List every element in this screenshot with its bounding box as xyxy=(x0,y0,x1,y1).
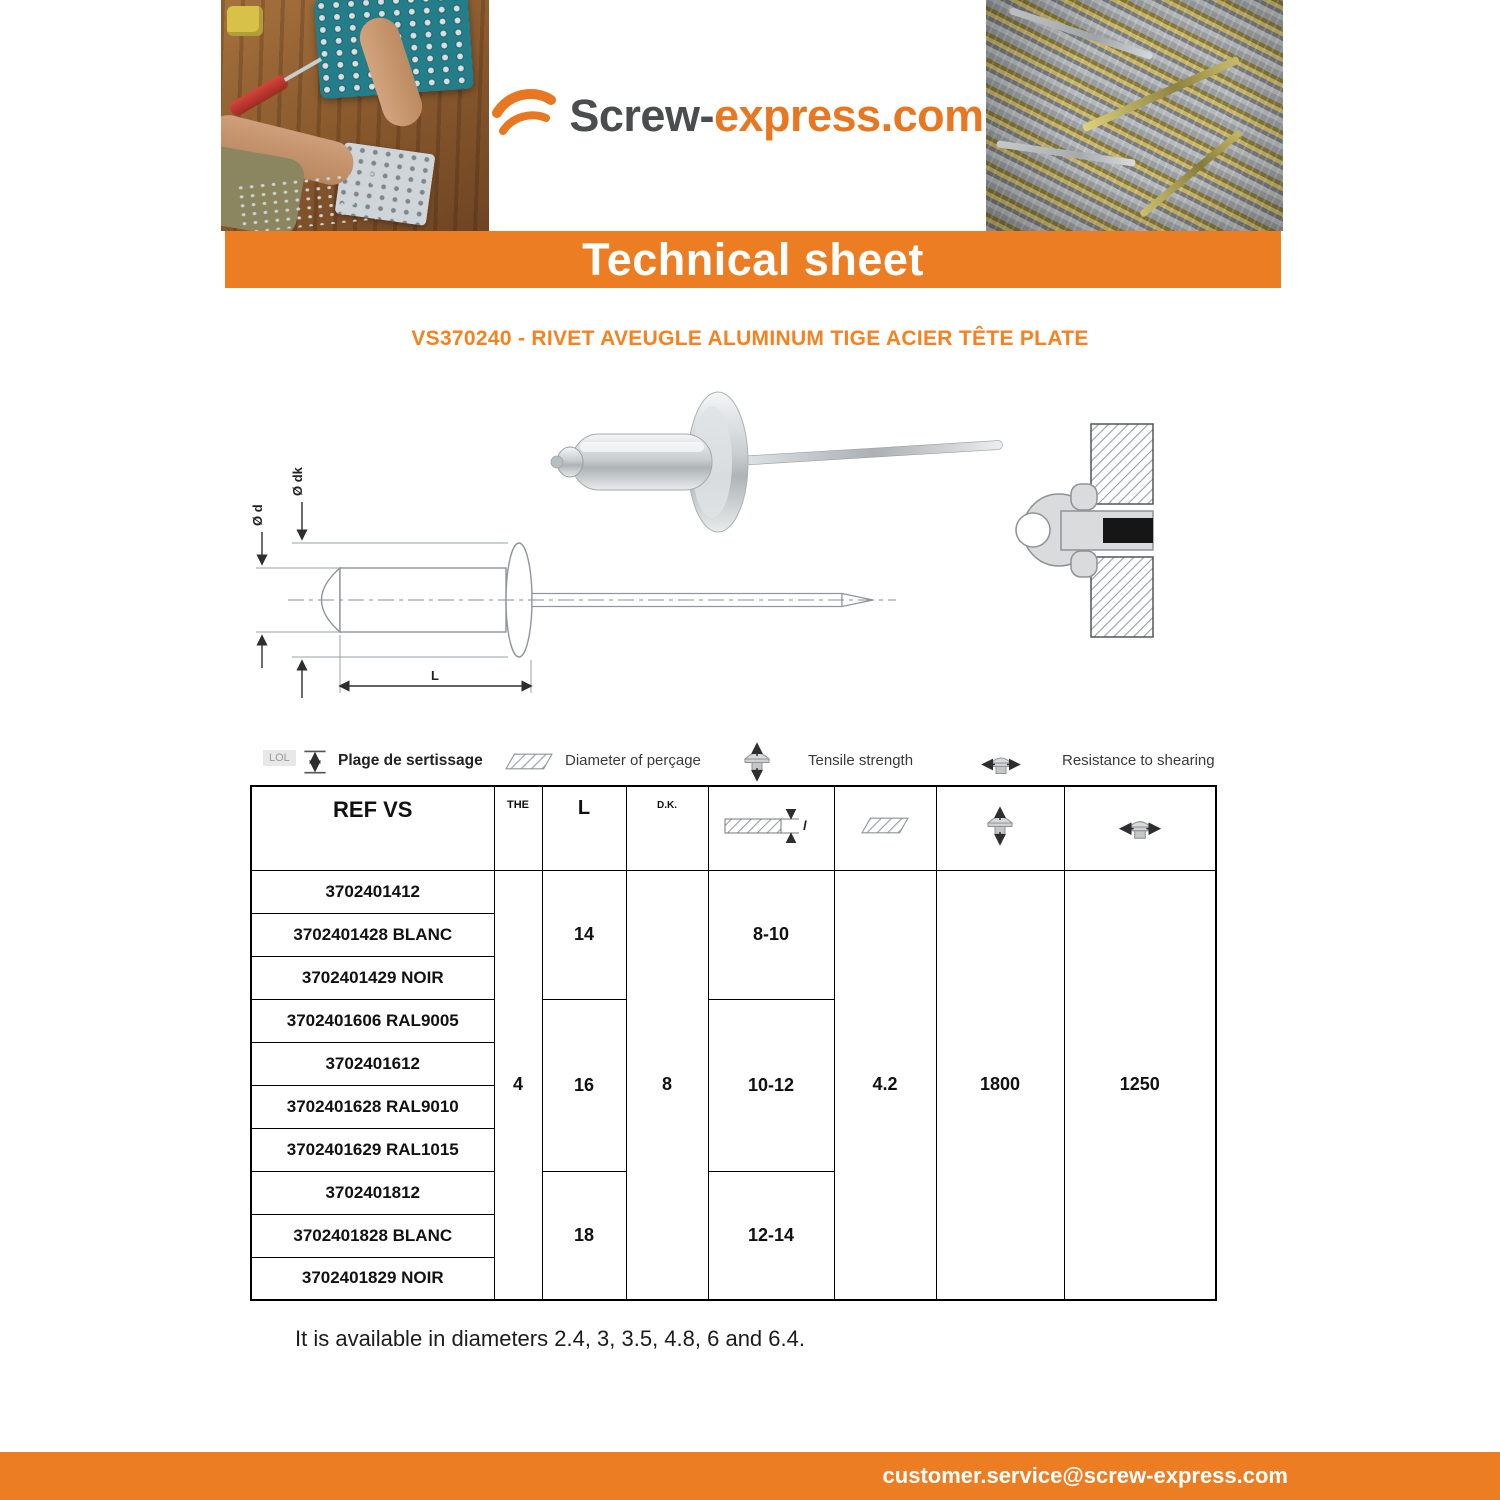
technical-sheet-banner xyxy=(225,231,1281,288)
tensile-column-icon xyxy=(982,805,1018,847)
tensile-strength-icon xyxy=(739,742,775,782)
banner-title: Technical sheet xyxy=(582,233,924,285)
ref-cell: 3702401612 xyxy=(251,1042,494,1085)
rivet-technical-drawing xyxy=(248,430,908,730)
length-label: L xyxy=(431,668,439,683)
shear-value-cell: 1250 xyxy=(1064,870,1216,1300)
legend-row xyxy=(0,742,1500,786)
photo-detail xyxy=(228,73,291,118)
header-shear xyxy=(1064,786,1216,870)
rivet-cross-section-diagram xyxy=(1015,418,1183,643)
header-l: L xyxy=(542,786,626,870)
ref-cell: 3702401429 NOIR xyxy=(251,956,494,999)
legend-label-tensile-strength: Tensile strength xyxy=(808,752,914,769)
grip-value-cell: 12-14 xyxy=(708,1171,834,1300)
header-tensile xyxy=(936,786,1064,870)
left-header-photo xyxy=(221,0,489,231)
lol-badge: LOL xyxy=(263,750,296,766)
brand-swoosh-icon xyxy=(491,87,557,145)
photo-detail xyxy=(1009,7,1154,60)
legend-label-shear-resistance: Resistance to shearing xyxy=(1062,752,1215,769)
brand-name-prefix: Screw- xyxy=(569,89,714,141)
shear-column-icon xyxy=(1118,810,1162,842)
ref-cell: 3702401606 RAL9005 xyxy=(251,999,494,1042)
ref-cell: 3702401812 xyxy=(251,1171,494,1214)
grip-icon-label: l xyxy=(803,817,807,833)
header-dk: D.K. xyxy=(626,786,708,870)
drill-diameter-icon xyxy=(505,753,553,770)
dia-head-label: Ø dk xyxy=(290,467,305,496)
brand-name xyxy=(569,90,983,142)
l-value-cell: 16 xyxy=(542,999,626,1171)
clamp-range-icon xyxy=(302,744,328,778)
tensile-value-cell: 1800 xyxy=(936,870,1064,1300)
ref-cell: 3702401629 RAL1015 xyxy=(251,1128,494,1171)
photo-detail xyxy=(1139,129,1243,218)
legend-label-drill-diameter: Diameter of perçage xyxy=(565,752,701,769)
shear-resistance-icon xyxy=(981,747,1021,777)
grip-value-cell: 10-12 xyxy=(708,999,834,1171)
the-value-cell: 4 xyxy=(494,870,542,1300)
table-header-row xyxy=(251,786,1216,870)
photo-detail xyxy=(996,140,1136,166)
photo-detail xyxy=(1082,56,1241,132)
l-value-cell: 18 xyxy=(542,1171,626,1300)
dk-value-cell: 8 xyxy=(626,870,708,1300)
header-grip-range xyxy=(708,786,834,870)
brand-logo xyxy=(489,0,986,231)
customer-service-email[interactable]: customer.service@screw-express.com xyxy=(882,1463,1288,1488)
legend-label-clamp-range: Plage de sertissage xyxy=(338,752,483,769)
grip-range-column-icon xyxy=(721,809,821,843)
ref-cell: 3702401628 RAL9010 xyxy=(251,1085,494,1128)
product-title: VS370240 - RIVET AVEUGLE ALUMINUM TIGE ACIER TÊTE PLATE xyxy=(411,327,1089,350)
table-row xyxy=(251,870,1216,913)
ref-cell: 3702401829 NOIR xyxy=(251,1257,494,1300)
brand-name-suffix: express.com xyxy=(713,89,984,141)
dia-body-label: Ø d xyxy=(250,504,265,526)
l-value-cell: 14 xyxy=(542,870,626,999)
ref-cell: 3702401428 BLANC xyxy=(251,913,494,956)
right-header-photo xyxy=(986,0,1283,231)
header-drill-diameter xyxy=(834,786,936,870)
header-the: THE xyxy=(494,786,542,870)
footer-bar xyxy=(0,1452,1500,1500)
spec-table xyxy=(250,785,1217,1301)
photo-detail xyxy=(227,6,263,36)
drill-diameter-column-icon xyxy=(861,817,909,834)
availability-note: It is available in diameters 2.4, 3, 3.5, 4.8, 6 and 6.4. xyxy=(295,1326,805,1351)
drill-value-cell: 4.2 xyxy=(834,870,936,1300)
ref-cell: 3702401412 xyxy=(251,870,494,913)
grip-value-cell: 8-10 xyxy=(708,870,834,999)
ref-cell: 3702401828 BLANC xyxy=(251,1214,494,1257)
header-ref: REF VS xyxy=(251,786,494,870)
